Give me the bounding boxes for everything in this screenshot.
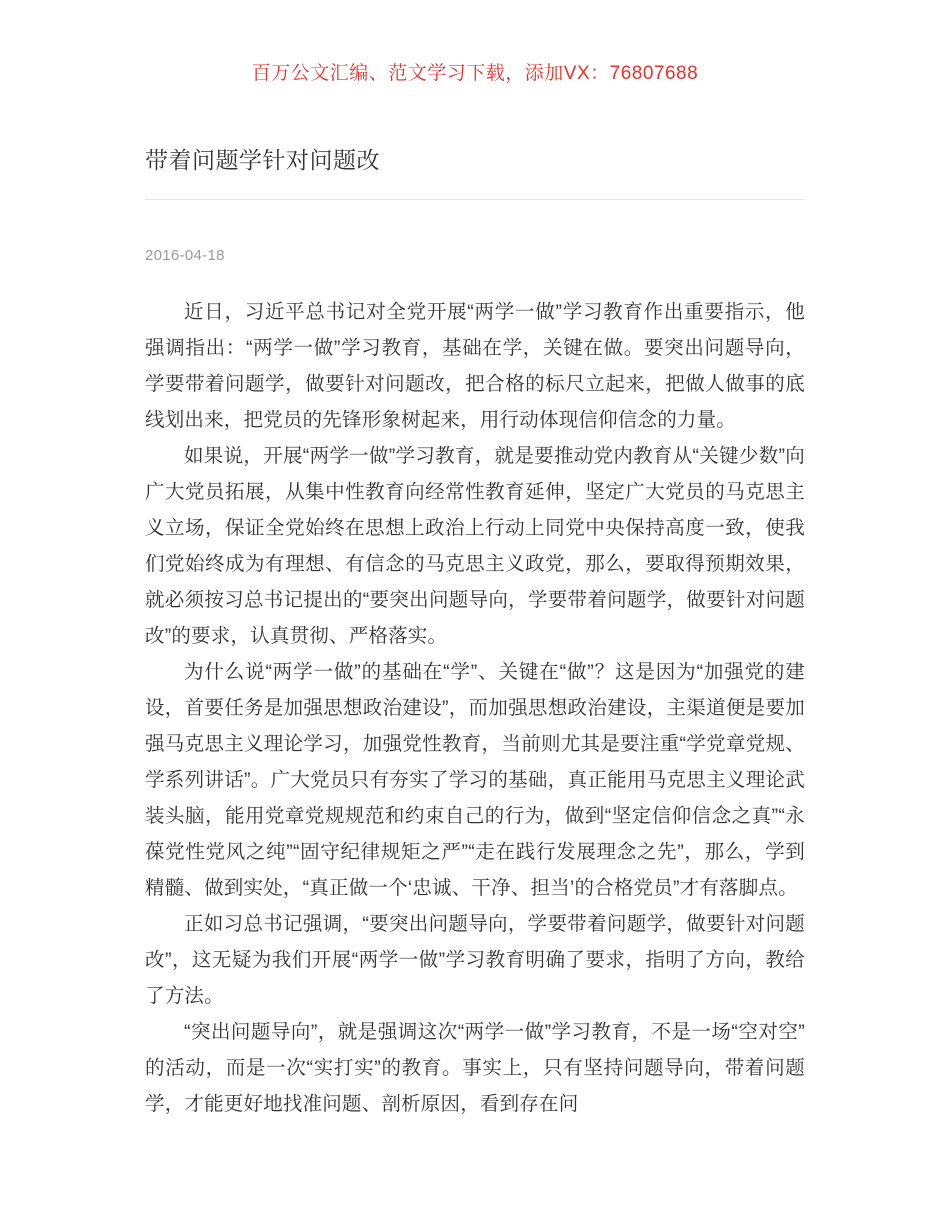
page-title: 带着问题学针对问题改 (145, 147, 380, 173)
paragraph: “突出问题导向”，就是强调这次“两学一做”学习教育，不是一场“空对空”的活动，而是一次“实打实”的教育。事实上，只有坚持问题导向，带着问题学，才能更好地找准问题、剖析原因，看到存在问 (145, 1021, 805, 1115)
document-content (145, 85, 805, 1122)
article-body (145, 294, 805, 1122)
publish-date: 2016-04-18 (145, 247, 225, 264)
paragraph: 如果说，开展“两学一做”学习教育，就是要推动党内教育从“关键少数”向广大党员拓展，从集中性教育向经常性教育延伸，坚定广大党员的马克思主义立场，保证全党始终在思想上政治上行动上同党中央保持高度一致，使我们党始终成为有理想、有信念的马克思主义政党，那么，要取得预期效果，就必须按习总书记提出的“要突出问题导向，学要带着问题学，做要针对问题改”的要求，认真贯彻、严格落实。 (145, 445, 805, 647)
paragraph: 为什么说“两学一做”的基础在“学”、关键在“做”？这是因为“加强党的建设，首要任务是加强思想政治建设”，而加强思想政治建设，主渠道便是要加强马克思主义理论学习，加强党性教育，当前则尤其是要注重“学党章党规、学系列讲话”。广大党员只有夯实了学习的基础，真正能用马克思主义理论武装头脑，能用党章党规规范和约束自己的行为，做到“坚定信仰信念之真”“永葆党性党风之纯”“固守纪律规矩之严”“走在践行发展理念之先”，那么，学到精髓、做到实处，“真正做一个‘忠诚、干净、担当’的合格党员”才有落脚点。 (145, 661, 805, 899)
paragraph: 近日，习近平总书记对全党开展“两学一做”学习教育作出重要指示，他强调指出：“两学一做”学习教育，基础在学，关键在做。要突出问题导向，学要带着问题学，做要针对问题改，把合格的标尺立起来，把做人做事的底线划出来，把党员的先锋形象树起来，用行动体现信仰信念的力量。 (145, 301, 805, 431)
promo-banner: 百万公文汇编、范文学习下载，添加VX：76807688 (251, 63, 699, 84)
paragraph: 正如习总书记强调，“要突出问题导向，学要带着问题学，做要针对问题改”，这无疑为我们开展“两学一做”学习教育明确了要求，指明了方向，教给了方法。 (145, 913, 805, 1007)
